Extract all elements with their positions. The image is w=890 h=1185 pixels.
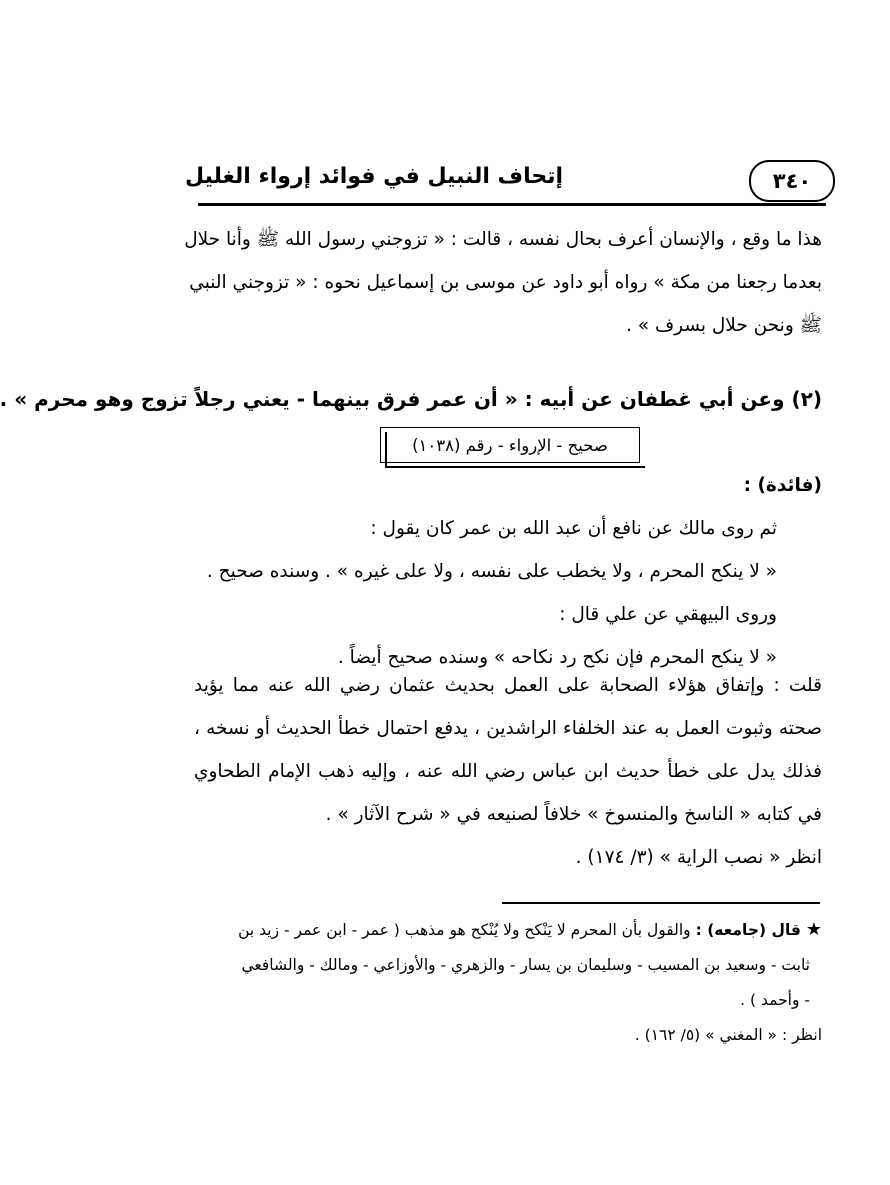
discussion-line: قلت : وإتفاق هؤلاء الصحابة على العمل بحديث عثمان رضي الله عنه مما يؤيد xyxy=(194,675,822,696)
benefit-line: وروى البيهقي عن علي قال : xyxy=(559,604,777,625)
discussion-line: في كتابه « الناسخ والمنسوخ » خلافاً لصنيعه في « شرح الآثار » . xyxy=(325,804,822,825)
hadith-block xyxy=(0,378,822,421)
grade-box: صحيح - الإرواء - رقم (١٠٣٨) xyxy=(380,427,640,463)
discussion-line: انظر « نصب الراية » (٣/ ١٧٤) . xyxy=(575,847,822,868)
benefit-line: « لا ينكح المحرم فإن نكح رد نكاحه » وسنده صحيح أيضاً . xyxy=(337,647,777,668)
footnote-label: قال (جامعه) : xyxy=(695,921,801,939)
paragraph-line: هذا ما وقع ، والإنسان أعرف بحال نفسه ، قالت : « تزوجني رسول الله ﷺ وأنا حلال xyxy=(184,229,822,250)
top-paragraph xyxy=(184,218,822,347)
footnote-line: ثابت - وسعيد بن المسيب - وسليمان بن يسار - والزهري - والأوزاعي - ومالك - والشافعي xyxy=(241,956,810,974)
star-icon: ★ xyxy=(805,919,822,940)
hadith-text: (٢) وعن أبي غطفان عن أبيه : « أن عمر فرق بينهما - يعني رجلاً تزوج وهو محرم » . xyxy=(0,387,822,411)
header-divider xyxy=(198,203,826,206)
discussion-section xyxy=(194,664,822,879)
page-number-badge: ٣٤٠ xyxy=(749,160,835,202)
benefit-heading: (فائدة) : xyxy=(743,475,822,496)
page-header xyxy=(185,160,835,200)
footnote-line: انظر : « المغني » (٥/ ١٦٢) . xyxy=(634,1026,822,1044)
footnote-line: - وأحمد ) . xyxy=(740,991,810,1009)
discussion-line: صحته وثبوت العمل به عند الخلفاء الراشدين ، يدفع احتمال خطأ الحديث أو نسخه ، xyxy=(194,718,822,739)
footnote-block xyxy=(194,912,822,1053)
footnote-divider xyxy=(502,902,820,904)
footnote-line xyxy=(194,912,822,948)
benefit-section xyxy=(194,464,822,679)
paragraph-line: بعدما رجعنا من مكة » رواه أبو داود عن موسى بن إسماعيل نحوه : « تزوجني النبي xyxy=(189,272,822,293)
footnote-text: والقول بأن المحرم لا يَنْكح ولا يُنْكح هو مذهب ( عمر - ابن عمر - زيد بن xyxy=(238,921,691,939)
benefit-line: « لا ينكح المحرم ، ولا يخطب على نفسه ، ولا على غيره » . وسنده صحيح . xyxy=(206,561,777,582)
running-title: إتحاف النبيل في فوائد إرواء الغليل xyxy=(185,164,564,189)
discussion-line: فذلك يدل على خطأ حديث ابن عباس رضي الله عنه ، وإليه ذهب الإمام الطحاوي xyxy=(194,761,822,782)
paragraph-line: ﷺ ونحن حلال بسرف » . xyxy=(625,315,822,336)
benefit-line: ثم روى مالك عن نافع أن عبد الله بن عمر كان يقول : xyxy=(370,518,777,539)
